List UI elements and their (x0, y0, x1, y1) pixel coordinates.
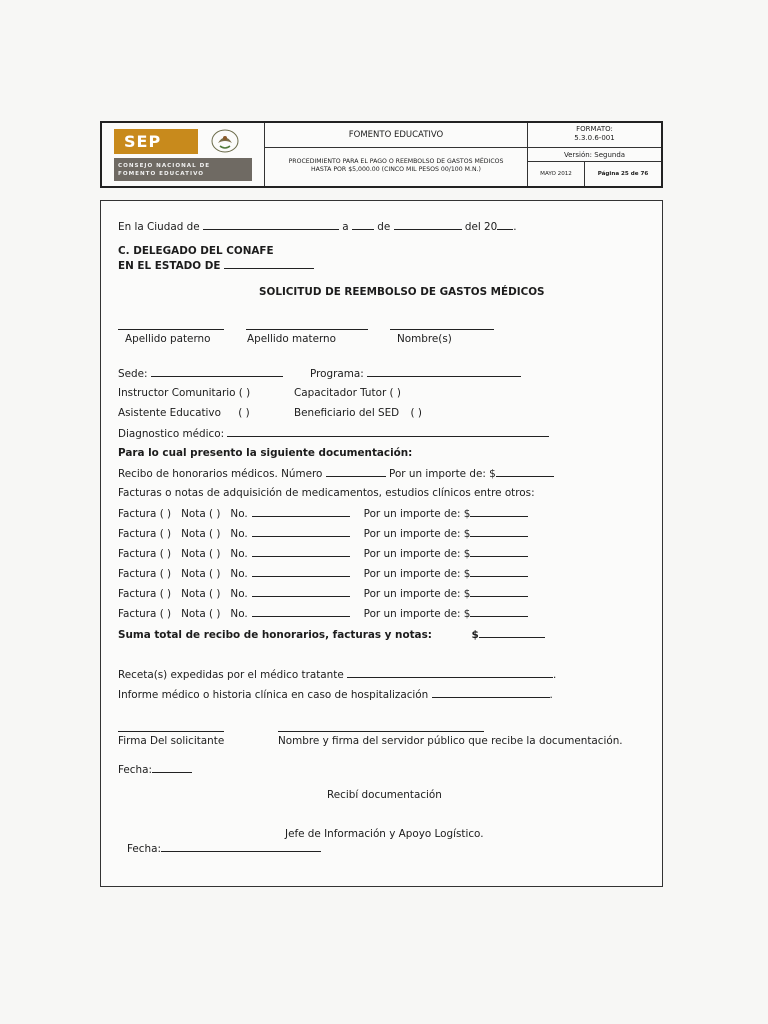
no-label: No. (230, 508, 248, 520)
nombres-label: Nombre(s) (397, 333, 452, 345)
year-label: del 20 (464, 221, 498, 233)
firma-solicitante-field[interactable] (118, 731, 224, 732)
factura-checkbox[interactable]: Factura ( ) (118, 568, 172, 580)
suma-dollar: $ (471, 629, 479, 641)
programa-label: Programa: (310, 368, 364, 380)
diagnostico-field[interactable] (227, 426, 549, 437)
factura-importe-field[interactable] (470, 586, 528, 597)
fecha-field[interactable] (152, 762, 192, 773)
beneficiario-checkbox[interactable]: ( ) (410, 407, 422, 419)
format-label: FORMATO: (576, 125, 613, 133)
no-label: No. (230, 568, 248, 580)
factura-checkbox[interactable]: Factura ( ) (118, 608, 172, 620)
delegate-line1: C. DELEGADO DEL CONAFE (118, 245, 274, 257)
asistente-checkbox[interactable]: ( ) (238, 407, 250, 419)
informe-period: . (549, 689, 553, 701)
asistente-label: Asistente Educativo (118, 407, 221, 419)
factura-number-field[interactable] (252, 526, 350, 537)
factura-importe-label: Por un importe de: $ (363, 508, 471, 520)
factura-importe-label: Por un importe de: $ (363, 548, 471, 560)
format-code: 5.3.0.6-001 (574, 134, 615, 142)
factura-row (118, 566, 528, 581)
apellido-paterno-label: Apellido paterno (125, 333, 211, 345)
factura-row (118, 586, 528, 601)
factura-row (118, 506, 528, 521)
form-title: SOLICITUD DE REEMBOLSO DE GASTOS MÉDICOS (259, 286, 545, 298)
jefe-label: Jefe de Información y Apoyo Logístico. (285, 828, 484, 840)
recibo-number-field[interactable] (326, 466, 386, 477)
fecha-line (118, 762, 192, 777)
sede-field[interactable] (151, 366, 283, 377)
apellido-paterno-field[interactable] (118, 329, 224, 330)
capacitador-option[interactable]: Capacitador Tutor ( ) (294, 387, 401, 399)
fecha2-field[interactable] (161, 841, 321, 852)
asistente-option[interactable] (118, 406, 250, 420)
factura-row (118, 526, 528, 541)
day-field[interactable] (352, 219, 374, 230)
servidor-label: Nombre y firma del servidor público que recibe la documentación. (278, 735, 623, 747)
department-title: FOMENTO EDUCATIVO (265, 123, 528, 148)
factura-number-field[interactable] (252, 606, 350, 617)
informe-field[interactable] (432, 687, 550, 698)
page-cell: Página 25 de 76 (597, 171, 649, 177)
nota-checkbox[interactable]: Nota ( ) (181, 528, 221, 540)
no-label: No. (230, 588, 248, 600)
a-label: a (342, 221, 349, 233)
no-label: No. (230, 548, 248, 560)
factura-checkbox[interactable]: Factura ( ) (118, 548, 172, 560)
nota-checkbox[interactable]: Nota ( ) (181, 508, 221, 520)
recetas-label: Receta(s) expedidas por el médico tratante (118, 669, 344, 681)
logo-band-line2: FOMENTO EDUCATIVO (118, 171, 205, 177)
nota-checkbox[interactable]: Nota ( ) (181, 608, 221, 620)
firma-solicitante-label: Firma Del solicitante (118, 735, 225, 747)
factura-importe-label: Por un importe de: $ (363, 588, 471, 600)
factura-importe-label: Por un importe de: $ (363, 568, 471, 580)
programa-field[interactable] (367, 366, 521, 377)
presento-heading: Para lo cual presento la siguiente documentación: (118, 447, 413, 459)
reimbursement-form (100, 200, 663, 887)
year-period: . (513, 221, 517, 233)
recetas-period: . (553, 669, 557, 681)
informe-line (118, 687, 553, 702)
date-cell: MAYO 2012 (528, 162, 585, 186)
factura-checkbox[interactable]: Factura ( ) (118, 528, 172, 540)
recibo-label: Recibo de honorarios médicos. Número (118, 468, 323, 480)
delegate-line2 (118, 258, 314, 273)
month-field[interactable] (394, 219, 462, 230)
factura-importe-field[interactable] (470, 546, 528, 557)
recibo-importe-field[interactable] (496, 466, 554, 477)
year-field[interactable] (497, 219, 513, 230)
eagle-seal-icon (210, 128, 240, 154)
servidor-firma-field[interactable] (278, 731, 484, 732)
recibo-line (118, 466, 554, 481)
suma-field[interactable] (479, 627, 545, 638)
sede-label: Sede: (118, 368, 148, 380)
logo-band-line1: CONSEJO NACIONAL DE (118, 163, 211, 169)
procedure-title (265, 148, 528, 186)
de-label: de (377, 221, 391, 233)
logo-cell (102, 123, 265, 186)
factura-importe-field[interactable] (470, 506, 528, 517)
delegate-state-label: EN EL ESTADO DE (118, 260, 221, 272)
factura-number-field[interactable] (252, 586, 350, 597)
sede-line (118, 366, 283, 381)
suma-label: Suma total de recibo de honorarios, facturas y notas: (118, 629, 432, 641)
fecha-label: Fecha: (118, 764, 152, 776)
procedure-line2: HASTA POR $5,000.00 (CINCO MIL PESOS 00/100 M.N.) (311, 166, 481, 173)
factura-checkbox[interactable]: Factura ( ) (118, 508, 172, 520)
city-label: En la Ciudad de (118, 221, 200, 233)
city-line (118, 219, 517, 234)
recibi-label: Recibí documentación (327, 789, 442, 801)
conafe-band (114, 158, 252, 181)
nota-checkbox[interactable]: Nota ( ) (181, 568, 221, 580)
factura-importe-field[interactable] (470, 566, 528, 577)
diagnostico-line (118, 426, 549, 441)
diagnostico-label: Diagnostico médico: (118, 428, 225, 440)
factura-checkbox[interactable]: Factura ( ) (118, 588, 172, 600)
recetas-line (118, 667, 556, 682)
suma-line (118, 627, 545, 642)
factura-number-field[interactable] (252, 546, 350, 557)
factura-number-field[interactable] (252, 506, 350, 517)
procedure-line1: PROCEDIMIENTO PARA EL PAGO O REEMBOLSO DE GASTOS MÉDICOS (288, 158, 504, 165)
no-label: No. (230, 528, 248, 540)
state-field[interactable] (224, 258, 314, 269)
beneficiario-label: Beneficiario del SED (294, 407, 400, 419)
apellido-materno-label: Apellido materno (247, 333, 337, 345)
programa-line (310, 366, 521, 381)
factura-importe-field[interactable] (470, 606, 528, 617)
version-cell: Versión: Segunda (528, 148, 661, 162)
factura-number-field[interactable] (252, 566, 350, 577)
nota-checkbox[interactable]: Nota ( ) (181, 588, 221, 600)
nota-checkbox[interactable]: Nota ( ) (181, 548, 221, 560)
apellido-materno-field[interactable] (246, 329, 368, 330)
factura-row (118, 546, 528, 561)
sep-logo: SEP (114, 129, 198, 154)
fecha2-line (127, 841, 321, 856)
factura-importe-label: Por un importe de: $ (363, 608, 471, 620)
factura-row (118, 606, 528, 621)
factura-importe-field[interactable] (470, 526, 528, 537)
document-header (100, 121, 663, 188)
format-cell (528, 123, 661, 148)
instructor-option[interactable]: Instructor Comunitario ( ) (118, 387, 251, 399)
informe-label: Informe médico o historia clínica en caso de hospitalización (118, 689, 429, 701)
facturas-intro: Facturas o notas de adquisición de medicamentos, estudios clínicos entre otros: (118, 487, 535, 499)
recibo-importe-label: Por un importe de: $ (389, 468, 496, 480)
fecha2-label: Fecha: (127, 843, 161, 855)
no-label: No. (230, 608, 248, 620)
city-field[interactable] (203, 219, 339, 230)
beneficiario-option[interactable] (294, 406, 422, 420)
recetas-field[interactable] (347, 667, 553, 678)
factura-importe-label: Por un importe de: $ (363, 528, 471, 540)
nombres-field[interactable] (390, 329, 494, 330)
